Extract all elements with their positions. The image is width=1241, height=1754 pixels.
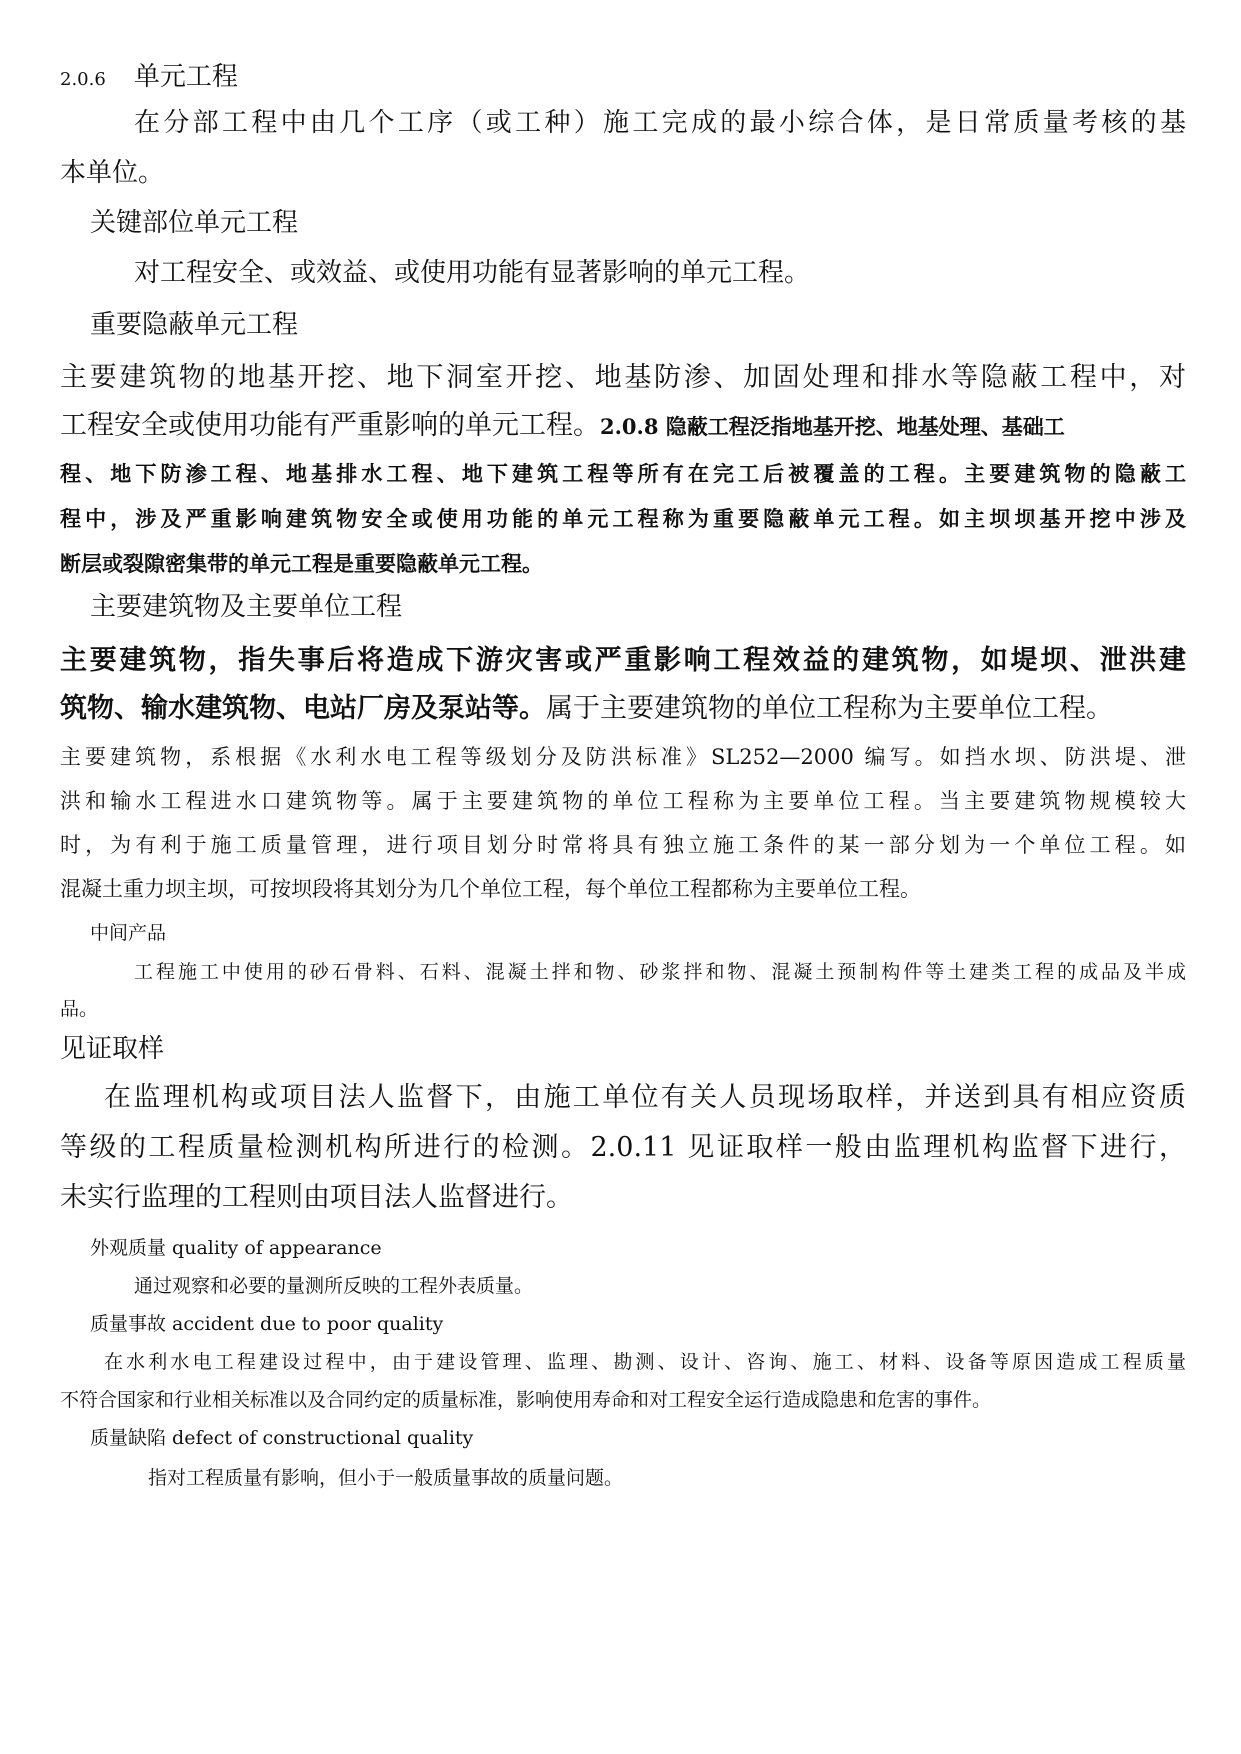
note-line-bold: 程中，涉及严重影响建筑物安全或使用功能的单元工程称为重要隐蔽单元工程。如主坝坝基开挖中涉及 xyxy=(60,506,1186,531)
paragraph-line: 本单位。 xyxy=(60,158,165,188)
note-line: 洪和输水工程进水口建筑物等。属于主要建筑物的单位工程称为主要单位工程。当主要建筑物规模较大 xyxy=(60,789,1186,813)
note-line-bold: 断层或裂隙密集带的单元工程是重要隐蔽单元工程。 xyxy=(60,551,543,576)
term-heading: 重要隐蔽单元工程 xyxy=(90,310,299,340)
paragraph-line-bold: 主要建筑物，指失事后将造成下游灾害或严重影响工程效益的建筑物，如堤坝、泄洪建 xyxy=(60,645,1186,676)
paragraph-line: 指对工程质量有影响，但小于一般质量事故的质量问题。 xyxy=(148,1467,624,1489)
paragraph-line xyxy=(60,410,1186,442)
paragraph-line: 品。 xyxy=(60,998,99,1020)
note-text-bold: 2.0.8 隐蔽工程泛指地基开挖、地基处理、基础工 xyxy=(600,414,1065,439)
term-heading: 关键部位单元工程 xyxy=(90,208,299,238)
term-heading: 主要建筑物及主要单位工程 xyxy=(90,592,403,622)
text-run: 属于主要建筑物的单位工程称为主要单位工程。 xyxy=(546,693,1113,724)
paragraph-line: 在水利水电工程建设过程中，由于建设管理、监理、勘测、设计、咨询、施工、材料、设备等原因造成工程质量 xyxy=(104,1351,1186,1373)
paragraph-line: 未实行监理的工程则由项目法人监督进行。 xyxy=(60,1182,573,1213)
term-heading: 外观质量 quality of appearance xyxy=(90,1237,382,1259)
term-heading: 见证取样 xyxy=(60,1034,165,1064)
section-title: 单元工程 xyxy=(133,62,238,92)
section-heading-2-0-6 xyxy=(60,62,1186,93)
paragraph-line: 在分部工程中由几个工序（或工种）施工完成的最小综合体，是日常质量考核的基 xyxy=(134,108,1186,138)
paragraph-line: 主要建筑物的地基开挖、地下洞室开挖、地基防渗、加固处理和排水等隐蔽工程中，对 xyxy=(60,362,1186,393)
term-heading: 质量缺陷 defect of constructional quality xyxy=(90,1427,474,1449)
paragraph-line: 通过观察和必要的量测所反映的工程外表质量。 xyxy=(134,1275,534,1297)
note-line: 混凝土重力坝主坝，可按坝段将其划分为几个单位工程，每个单位工程都称为主要单位工程。 xyxy=(60,877,921,901)
paragraph-line: 在监理机构或项目法人监督下，由施工单位有关人员现场取样，并送到具有相应资质 xyxy=(104,1082,1186,1113)
term-heading: 中间产品 xyxy=(90,922,167,944)
note-line: 时，为有利于施工质量管理，进行项目划分时常将具有独立施工条件的某一部分划为一个单位工程。如 xyxy=(60,833,1186,857)
term-heading: 质量事故 accident due to poor quality xyxy=(90,1313,444,1335)
note-line: 主要建筑物，系根据《水利水电工程等级划分及防洪标准》SL252—2000 编写。如挡水坝、防洪堤、泄 xyxy=(60,745,1186,769)
paragraph-line xyxy=(60,693,1186,725)
section-number: 2.0.6 xyxy=(60,69,106,90)
text-run: 工程安全或使用功能有严重影响的单元工程。 xyxy=(60,410,600,441)
note-line-bold: 程、地下防渗工程、地基排水工程、地下建筑工程等所有在完工后被覆盖的工程。主要建筑物的隐蔽工 xyxy=(60,461,1186,486)
paragraph-line: 工程施工中使用的砂石骨料、石料、混凝土拌和物、砂浆拌和物、混凝土预制构件等土建类工程的成品及半成 xyxy=(134,961,1186,983)
paragraph-line: 对工程安全、或效益、或使用功能有显著影响的单元工程。 xyxy=(134,258,811,288)
paragraph-line: 不符合国家和行业相关标准以及合同约定的质量标准，影响使用寿命和对工程安全运行造成隐患和危害的事件。 xyxy=(60,1389,992,1411)
text-run-bold: 筑物、输水建筑物、电站厂房及泵站等。 xyxy=(60,693,546,724)
paragraph-line: 等级的工程质量检测机构所进行的检测。2.0.11 见证取样一般由监理机构监督下进行， xyxy=(60,1132,1186,1163)
